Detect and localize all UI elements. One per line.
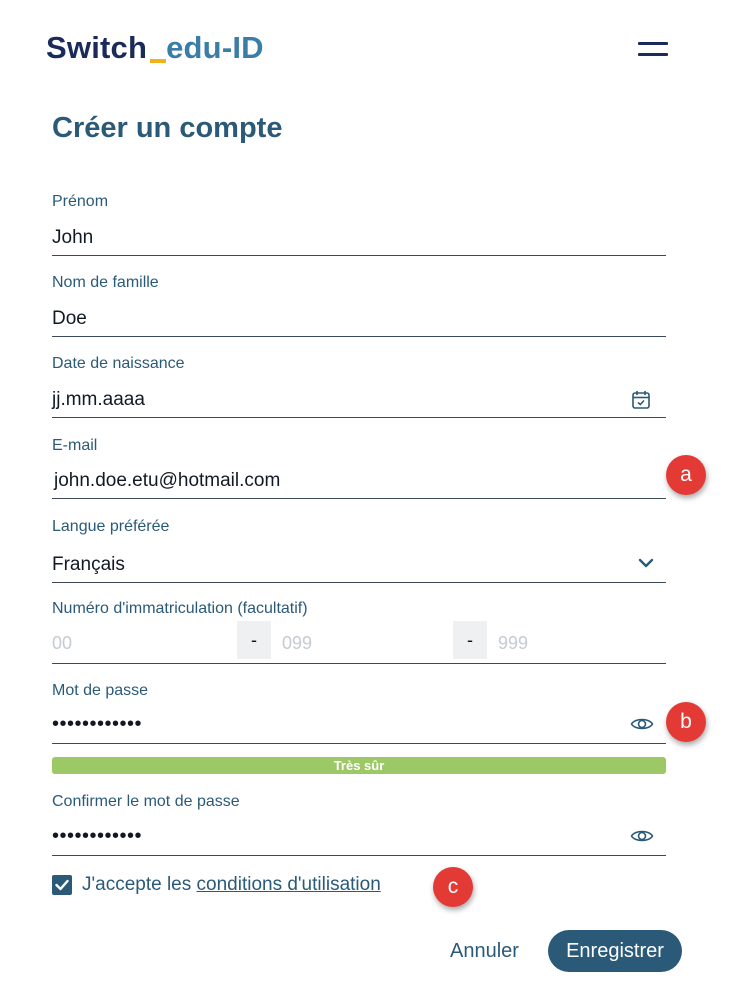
checkmark-icon (52, 875, 72, 895)
eye-icon[interactable] (630, 715, 654, 738)
terms-label (82, 874, 381, 896)
eye-icon[interactable] (630, 827, 654, 850)
matriculation-separator: - (453, 621, 487, 659)
confirm-password-field[interactable] (52, 821, 666, 856)
email-label: E-mail (52, 437, 98, 454)
birth-date-placeholder: jj.mm.aaaa (52, 389, 145, 410)
confirm-password-label: Confirmer le mot de passe (52, 793, 240, 810)
matriculation-part3-input[interactable]: 999 (498, 633, 529, 653)
matriculation-label: Numéro d'immatriculation (facultatif) (52, 600, 308, 617)
last-name-label: Nom de famille (52, 274, 159, 291)
last-name-field[interactable] (52, 302, 666, 337)
terms-text: J'accepte les (82, 874, 192, 895)
logo-switch-text: Switch (46, 30, 148, 65)
page-title: Créer un compte (52, 112, 283, 144)
save-button[interactable]: Enregistrer (548, 930, 682, 972)
email-field[interactable] (52, 464, 666, 499)
annotation-badge-a: a (666, 455, 706, 495)
hamburger-menu-icon[interactable] (638, 42, 668, 58)
language-value: Français (52, 554, 125, 575)
password-label: Mot de passe (52, 682, 149, 699)
cancel-button[interactable]: Annuler (450, 940, 519, 962)
annotation-badge-b: b (666, 702, 706, 742)
language-select[interactable] (52, 548, 666, 583)
birth-date-label: Date de naissance (52, 355, 185, 372)
first-name-value: John (52, 227, 94, 248)
password-strength-bar: Très sûr (52, 757, 666, 774)
first-name-label: Prénom (52, 193, 109, 210)
first-name-field[interactable] (52, 221, 666, 256)
matriculation-separator: - (237, 621, 271, 659)
switch-edu-id-logo (46, 30, 264, 66)
logo-underscore (150, 59, 166, 63)
logo-eduid-text: edu-ID (166, 30, 264, 65)
chevron-down-icon[interactable] (638, 556, 654, 574)
password-value: •••••••••••• (52, 713, 143, 735)
email-value: john.doe.etu@hotmail.com (54, 470, 281, 491)
annotation-badge-c: c (433, 867, 473, 907)
matriculation-field[interactable] (52, 629, 666, 664)
confirm-password-value: •••••••••••• (52, 825, 143, 847)
terms-link[interactable]: conditions d'utilisation (196, 874, 381, 895)
calendar-icon[interactable] (630, 389, 652, 416)
birth-date-field[interactable] (52, 383, 666, 418)
matriculation-part2-input[interactable]: 099 (282, 633, 313, 653)
matriculation-part1-input[interactable]: 00 (52, 633, 73, 653)
last-name-value: Doe (52, 308, 87, 329)
terms-checkbox[interactable] (52, 875, 72, 895)
password-field[interactable] (52, 709, 666, 744)
language-label: Langue préférée (52, 518, 170, 535)
